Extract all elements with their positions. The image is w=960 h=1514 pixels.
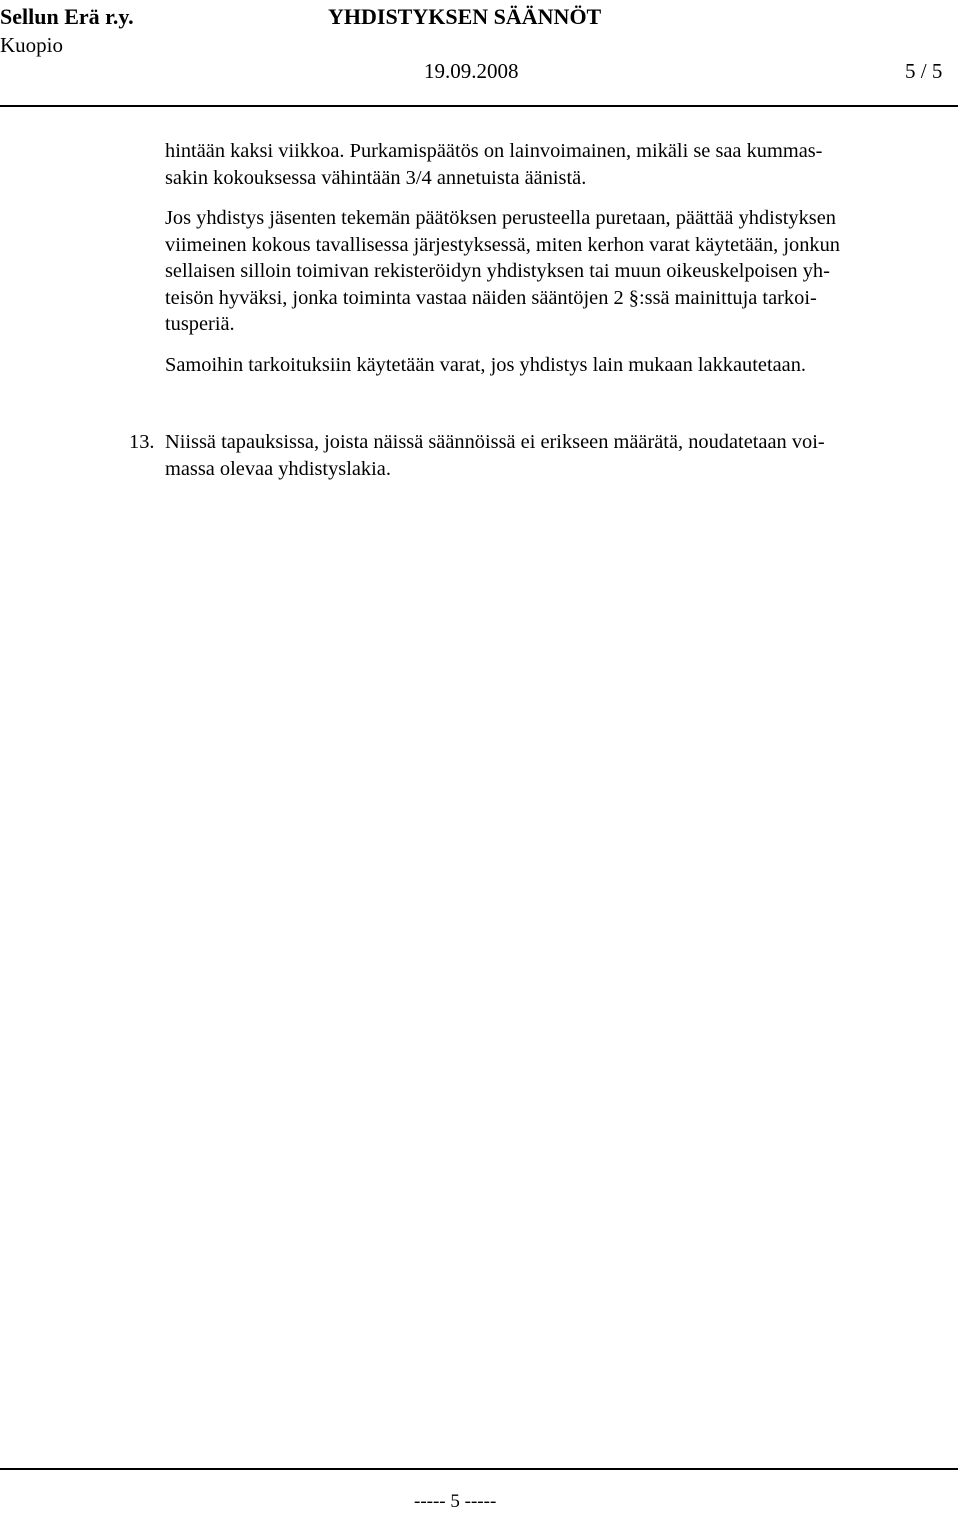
text-line: sakin kokouksessa vähintään 3/4 annetuista äänistä.	[165, 166, 587, 189]
text-line: tusperiä.	[165, 313, 235, 335]
page-count: 5 / 5	[905, 59, 943, 83]
paragraph-section-13	[165, 429, 825, 482]
text-line: Samoihin tarkoituksiin käytetään varat, jos yhdistys lain mukaan lakkautetaan.	[165, 354, 807, 376]
organization-city: Kuopio	[0, 33, 63, 57]
paragraph-same-purposes	[165, 352, 806, 379]
text-line: viimeinen kokous tavallisessa järjestyksessä, miten kerhon varat käytetään, jonkun	[165, 233, 840, 256]
organization-name: Sellun Erä r.y.	[0, 4, 134, 29]
paragraph-continuation	[165, 138, 822, 191]
text-line: hintään kaksi viikkoa. Purkamispäätös on lainvoimainen, mikäli se saa kummas-	[165, 140, 823, 162]
footer-page-marker: ----- 5 -----	[414, 1491, 497, 1512]
header-divider	[0, 105, 958, 107]
footer-divider	[0, 1468, 958, 1470]
paragraph-dissolution-assets	[165, 205, 840, 338]
text-line: Jos yhdistys jäsenten tekemän päätöksen perusteella puretaan, päättää yhdistyksen	[165, 207, 836, 229]
text-line: Niissä tapauksissa, joista näissä säännöissä ei erikseen määrätä, noudatetaan voi-	[165, 431, 825, 453]
text-line: teisön hyväksi, jonka toiminta vastaa näiden sääntöjen 2 §:ssä mainittuja tarkoi-	[165, 286, 817, 309]
document-title: YHDISTYKSEN SÄÄNNÖT	[328, 4, 602, 29]
text-line: massa olevaa yhdistyslakia.	[165, 457, 391, 480]
section-number: 13.	[129, 431, 155, 453]
document-date: 19.09.2008	[424, 59, 519, 83]
text-line: sellaisen silloin toimivan rekisteröidyn yhdistyksen tai muun oikeuskelpoisen yh-	[165, 260, 830, 282]
